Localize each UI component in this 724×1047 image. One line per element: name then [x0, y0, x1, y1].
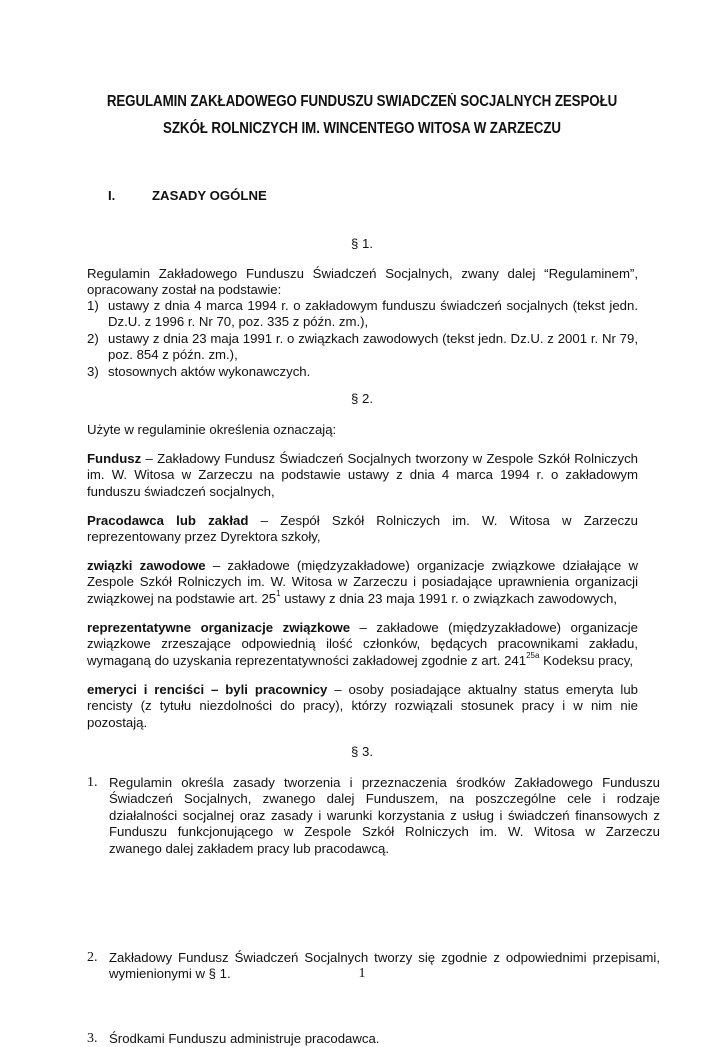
list-item [87, 775, 660, 857]
section-number: I. [108, 188, 116, 203]
text-line: Regulamin Zakładowego Funduszu Świadczeń Socjalnych, zwany dalej “Regulaminem”, [87, 266, 638, 281]
definition-term: Fundusz [87, 451, 142, 466]
paragraph-1-intro [87, 266, 638, 299]
list-item-number: 1) [87, 298, 99, 313]
definition-text: związkowej na podstawie art. 25 [87, 590, 277, 606]
paragraph-mark-1: § 1. [351, 236, 373, 251]
list-item-number: 1. [87, 775, 98, 790]
text-line: Użyte w regulaminie określenia oznaczają: [87, 422, 337, 437]
definition-term: związki zawodowe [87, 558, 206, 573]
list-item [87, 364, 638, 380]
text-line [87, 451, 638, 467]
text-line [87, 653, 638, 669]
text-line: związkowe zrzeszające odpowiednią ilość członków, będących pracownikami zakładu, [87, 636, 638, 652]
definition-text: – osoby posiadające aktualny status emeryta lub [327, 682, 638, 697]
page-number: 1 [358, 966, 366, 981]
definition-emeryci [87, 682, 638, 731]
text-line: Zakładowy Fundusz Świadczeń Socjalnych tworzy się zgodnie z odpowiednimi przepisami, [109, 950, 660, 966]
definition-text: – zakładowe (międzyzakładowe) organizacje [350, 620, 638, 635]
paragraph-2-intro [87, 422, 638, 438]
text-line: Świadczeń Socjalnych, zwanego dalej Funduszem, na poszczególne cele i rodzaje [109, 791, 660, 807]
text-line: pozostają. [87, 714, 148, 730]
list-item [87, 1031, 660, 1047]
text-line: funduszu świadczeń socjalnych, [87, 483, 275, 499]
text-line: Zespole Szkół Rolniczych im. W. Witosa w Zarzeczu i posiadające uprawnienia organizacji [87, 574, 638, 590]
definition-zwiazki-zawodowe [87, 558, 638, 607]
definition-text: wymaganą do uzyskania reprezentatywności zakładowej zgodnie z art. 241 [87, 652, 527, 668]
text-line: ustawy z dnia 4 marca 1994 r. o zakładowym funduszu świadczeń socjalnych (tekst jedn. [108, 298, 638, 313]
text-line: rencisty (z tytułu niezdolności do pracy), którzy rozwiązali stosunek pracy i w nim nie [87, 698, 638, 714]
text-line: Funduszu funkcjonującego w Zespole Szkół Rolniczych im. W. Witosa w Zarzeczu [109, 824, 660, 840]
definition-term: reprezentatywne organizacje związkowe [87, 620, 351, 635]
definition-text: – Zespół Szkół Rolniczych im. W. Witosa w Zarzeczu [248, 513, 638, 528]
paragraph-1-list [87, 298, 638, 380]
document-title-line-2: SZKÓŁ ROLNICZYCH IM. WINCENTEGO WITOSA W ZARZECZU [163, 120, 561, 137]
text-line [87, 591, 638, 607]
text-line: zwanego dalej zakładem pracy lub pracodawcą. [109, 840, 390, 856]
definition-reprezentatywne-organizacje [87, 620, 638, 669]
definition-text: Kodeksu pracy, [539, 652, 634, 668]
text-line: Dz.U. z 1996 r. Nr 70, poz. 335 z późn. zm.), [108, 314, 369, 330]
text-line [87, 682, 638, 698]
text-line: im. W. Witosa w Zarzeczu na podstawie ustawy z dnia 4 marca 1994 r. o zakładowym [87, 467, 638, 483]
superscript: 1 [276, 589, 281, 599]
text-line: reprezentowany przez Dyrektora szkoły, [87, 529, 321, 545]
definition-text: ustawy z dnia 23 maja 1991 r. o związkach zawodowych, [280, 590, 618, 606]
text-line: ustawy z dnia 23 maja 1991 r. o związkach zawodowych (tekst jedn. Dz.U. z 2001 r. Nr 79, [108, 330, 638, 346]
text-line [87, 558, 638, 574]
text-line: Regulamin określa zasady tworzenia i przeznaczenia środków Zakładowego Funduszu [109, 775, 660, 790]
section-title: ZASADY OGÓLNE [152, 188, 267, 203]
section-heading [108, 188, 267, 204]
superscript: 25a [526, 651, 540, 661]
text-line: stosownych aktów wykonawczych. [108, 363, 311, 379]
definition-fundusz [87, 451, 638, 500]
text-line [87, 620, 638, 636]
definition-text: – Zakładowy Fundusz Świadczeń Socjalnych tworzony w Zespole Szkół Rolniczych [141, 451, 638, 466]
paragraph-mark-3: § 3. [351, 744, 373, 759]
text-line: opracowany został na podstawie: [87, 282, 282, 298]
text-line: wymienionymi w § 1. [109, 966, 231, 982]
list-item-number: 2. [87, 950, 98, 966]
paragraph-mark-2: § 2. [351, 391, 373, 406]
list-item-number: 3) [87, 363, 99, 379]
list-item-number: 2) [87, 330, 99, 346]
definition-text: – zakładowe (międzyzakładowe) organizacje związkowe działające w [205, 558, 638, 573]
text-line: działalności socjalnej oraz zasady i warunki korzystania z usług i świadczeń finansowych z [109, 807, 660, 823]
text-line: Środkami Funduszu administruje pracodawca. [109, 1030, 380, 1046]
text-line: poz. 854 z późn. zm.), [108, 347, 238, 363]
definition-term: Pracodawca lub zakład [87, 513, 249, 528]
list-item [87, 331, 638, 364]
document-title-line-1: REGULAMIN ZAKŁADOWEGO FUNDUSZU SWIADCZEŃ SOCJALNYCH ZESPOŁU [106, 93, 618, 110]
definition-term: emeryci i renciści – byli pracownicy [87, 682, 328, 697]
definition-pracodawca [87, 513, 638, 546]
list-item [87, 298, 638, 331]
text-line [87, 513, 638, 529]
list-item-number: 3. [87, 1030, 98, 1046]
